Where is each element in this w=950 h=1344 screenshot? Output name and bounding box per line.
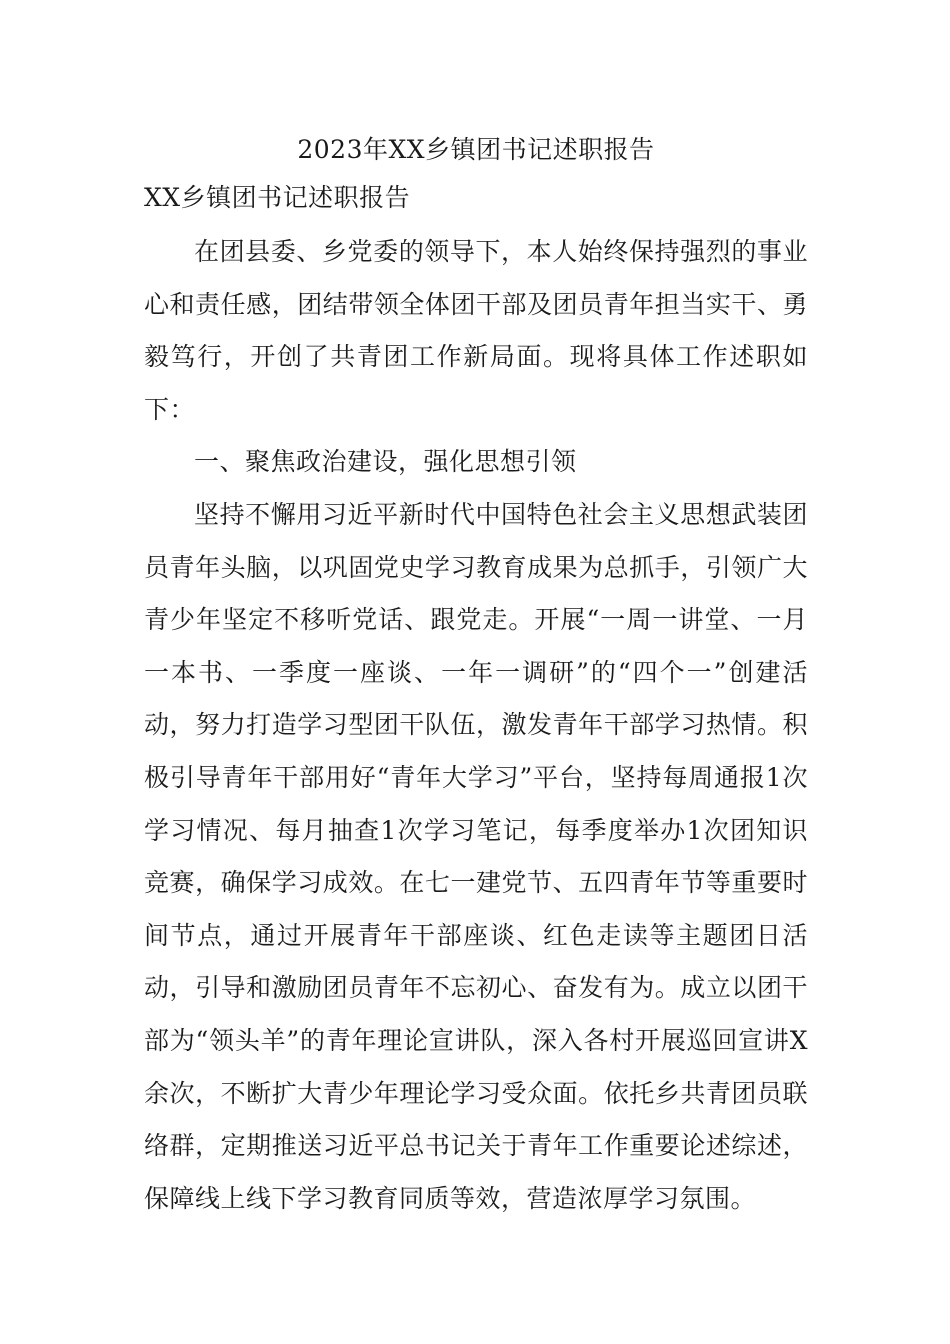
document-subtitle: XX乡镇团书记述职报告 xyxy=(144,183,411,212)
document-page xyxy=(144,126,808,1225)
intro-paragraph: 在团县委、乡党委的领导下，本人始终保持强烈的事业心和责任感，团结带领全体团干部及团员青年担当实干、勇毅笃行，开创了共青团工作新局面。现将具体工作述职如下： xyxy=(144,237,808,424)
document-title: 2023年XX乡镇团书记述职报告 xyxy=(297,135,655,164)
section-1-heading: 一、聚焦政治建设，强化思想引领 xyxy=(194,447,577,477)
section-1-body: 坚持不懈用习近平新时代中国特色社会主义思想武装团员青年头脑，以巩固党史学习教育成果为总抓手，引领广大青少年坚定不移听党话、跟党走。开展“一周一讲堂、一月一本书、一季度一座谈、一年一调研”的“四个一”创建活动，努力打造学习型团干队伍，激发青年干部学习热情。积极引导青年干部用好“青年大学习”平台，坚持每周通报1次学习情况、每月抽查1次学习笔记，每季度举办1次团知识竞赛，确保学习成效。在七一建党节、五四青年节等重要时间节点，通过开展青年干部座谈、红色走读等主题团日活动，引导和激励团员青年不忘初心、奋发有为。成立以团干部为“领头羊”的青年理论宣讲队，深入各村开展巡回宣讲X余次，不断扩大青少年理论学习受众面。依托乡共青团员联络群，定期推送习近平总书记关于青年工作重要论述综述，保障线上线下学习教育同质等效，营造浓厚学习氛围。 xyxy=(144,499,808,1213)
